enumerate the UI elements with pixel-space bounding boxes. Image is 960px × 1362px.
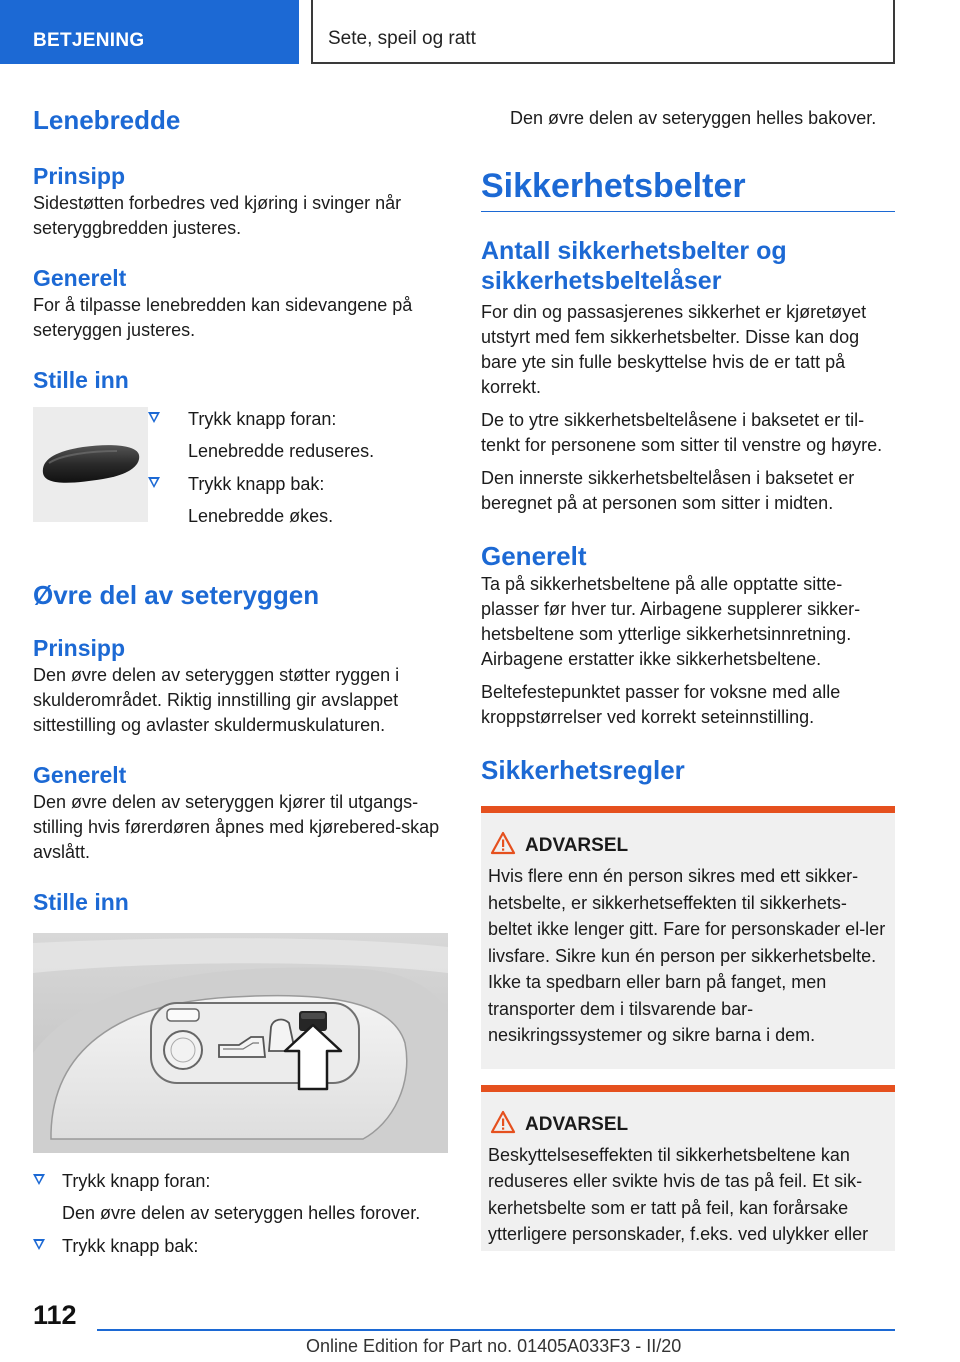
lumbar-button-icon xyxy=(33,407,148,522)
header-chapter-title: Sete, speil og ratt xyxy=(311,0,895,64)
warning-box-2 xyxy=(481,1085,895,1251)
paragraph-antall-2: De to ytre sikkerhetsbeltelåsene i baksetet er til-tenkt for personene som sitter til venstre og høyre. xyxy=(481,410,883,455)
heading-stille-inn: Stille inn xyxy=(33,367,129,393)
warning-triangle-icon xyxy=(490,831,516,855)
warning-title xyxy=(488,1114,887,1136)
step-triangle-icon xyxy=(148,412,160,423)
heading-generelt-right: Generelt xyxy=(481,541,587,571)
adjust-block-lenebredde xyxy=(33,407,448,537)
paragraph-generelt-2: Den øvre delen av seteryggen kjører til utgangs-stilling hvis førerdøren åpnes med kjørebered-skap avslått. xyxy=(33,792,440,862)
step-back-button xyxy=(148,472,448,529)
warning-box-1 xyxy=(481,806,895,1069)
step-result: Lenebredde økes. xyxy=(188,506,334,526)
step-triangle-icon xyxy=(33,1174,45,1185)
edition-note: Online Edition for Part no. 01405A033F3 - II/20 xyxy=(306,1336,682,1356)
warning-text: Hvis flere enn én person sikres med ett sikker-hetsbelte, er sikkerhetseffekten til sikkerhets-beltet ikke lenger gitt. Fare for personskader el-ler livsfare. Sikre kun én person per sikkerhetsbelte. Ikke ta spedbarn eller barn på fanget, men transporter dem i tilsvarende bar-nesikringssystemer og sikre barna i dem. xyxy=(488,866,886,1045)
steps-lenebredde xyxy=(148,407,448,529)
paragraph-antall-1: For din og passasjerenes sikkerhet er kjøretøyet utstyrt med fem sikkerhetsbelter. Disse kan dog bare yte sin fulle beskyttelse hvis de er tatt på korrekt. xyxy=(481,302,867,397)
header-section-tab: BETJENING xyxy=(0,0,299,64)
left-column xyxy=(33,98,448,1259)
step-front-button xyxy=(33,1169,448,1226)
step-triangle-icon xyxy=(148,477,160,488)
step-triangle-icon xyxy=(33,1239,45,1250)
step-label: Trykk knapp foran: xyxy=(188,409,337,429)
heading-sikkerhetsregler: Sikkerhetsregler xyxy=(481,755,685,785)
steps-ovre-del xyxy=(33,1169,448,1259)
step-back-button xyxy=(33,1234,448,1259)
step-result: Lenebredde reduseres. xyxy=(188,441,375,461)
paragraph-prinsipp-2: Den øvre delen av seteryggen støtter ryggen i skulderområdet. Riktig innstilling gir avslappet sittestilling og avlaster skuldermuskulaturen. xyxy=(33,665,400,735)
page-number: 112 xyxy=(33,1300,77,1330)
heading-prinsipp: Prinsipp xyxy=(33,163,126,189)
paragraph-generelt: For å tilpasse lenebredden kan sidevangene på seteryggen justeres. xyxy=(33,295,413,340)
warning-title-text: ADVARSEL xyxy=(525,1113,629,1135)
seat-controls-illustration xyxy=(33,933,448,1153)
section-title-lenebredde: Lenebredde xyxy=(33,105,181,135)
step-label: Trykk knapp bak: xyxy=(62,1236,199,1256)
continued-step-result: Den øvre delen av seteryggen helles bakover. xyxy=(510,108,877,128)
paragraph-generelt-right-1: Ta på sikkerhetsbeltene på alle opptatte sitte-plasser før hver tur. Airbagene supplerer sikker-hetsbeltene som ytterlige sikkerhetsinnretning. Airbagene erstatter ikke sikkerhetsbeltene. xyxy=(481,574,861,669)
step-label: Trykk knapp foran: xyxy=(62,1171,211,1191)
warning-triangle-icon xyxy=(490,1110,516,1134)
paragraph-prinsipp: Sidestøtten forbedres ved kjøring i svinger når seteryggbredden justeres. xyxy=(33,193,402,238)
heading-stille-inn-2: Stille inn xyxy=(33,889,129,915)
warning-text: Beskyttelseseffekten til sikkerhetsbeltene kan reduseres eller svikte hvis de tas på feil. Et sik-kerhetsbelte som er tatt på feil, kan forårsake ytterligere personskader, f.eks. ved ulykker eller xyxy=(488,1144,869,1244)
heading-generelt: Generelt xyxy=(33,265,127,291)
heading-prinsipp-2: Prinsipp xyxy=(33,635,126,661)
warning-title xyxy=(488,835,887,857)
step-label: Trykk knapp bak: xyxy=(188,474,325,494)
lumbar-button-image xyxy=(33,407,148,522)
heading-generelt-2: Generelt xyxy=(33,762,127,788)
heading-antall: Antall sikkerhetsbelter og sikkerhetsbeltelåser xyxy=(481,237,787,295)
warning-title-text: ADVARSEL xyxy=(525,835,629,856)
paragraph-antall-3: Den innerste sikkerhetsbeltelåsen i baksetet er beregnet på at personen som sitter i midten. xyxy=(481,468,855,513)
section-title-ovre-del: Øvre del av seteryggen xyxy=(33,580,320,610)
footer-rule xyxy=(97,1329,895,1331)
section-title-sikkerhetsbelter: Sikkerhetsbelter xyxy=(481,167,746,205)
right-column xyxy=(481,98,895,1251)
step-result: Den øvre delen av seteryggen helles forover. xyxy=(62,1203,421,1223)
section-title-sikkerhetsbelter-wrap xyxy=(481,164,895,212)
seat-controls-image xyxy=(33,933,448,1153)
step-front-button xyxy=(148,407,448,464)
paragraph-generelt-right-2: Beltefestepunktet passer for voksne med alle kroppstørrelser ved korrekt seteinnstilling. xyxy=(481,682,841,727)
